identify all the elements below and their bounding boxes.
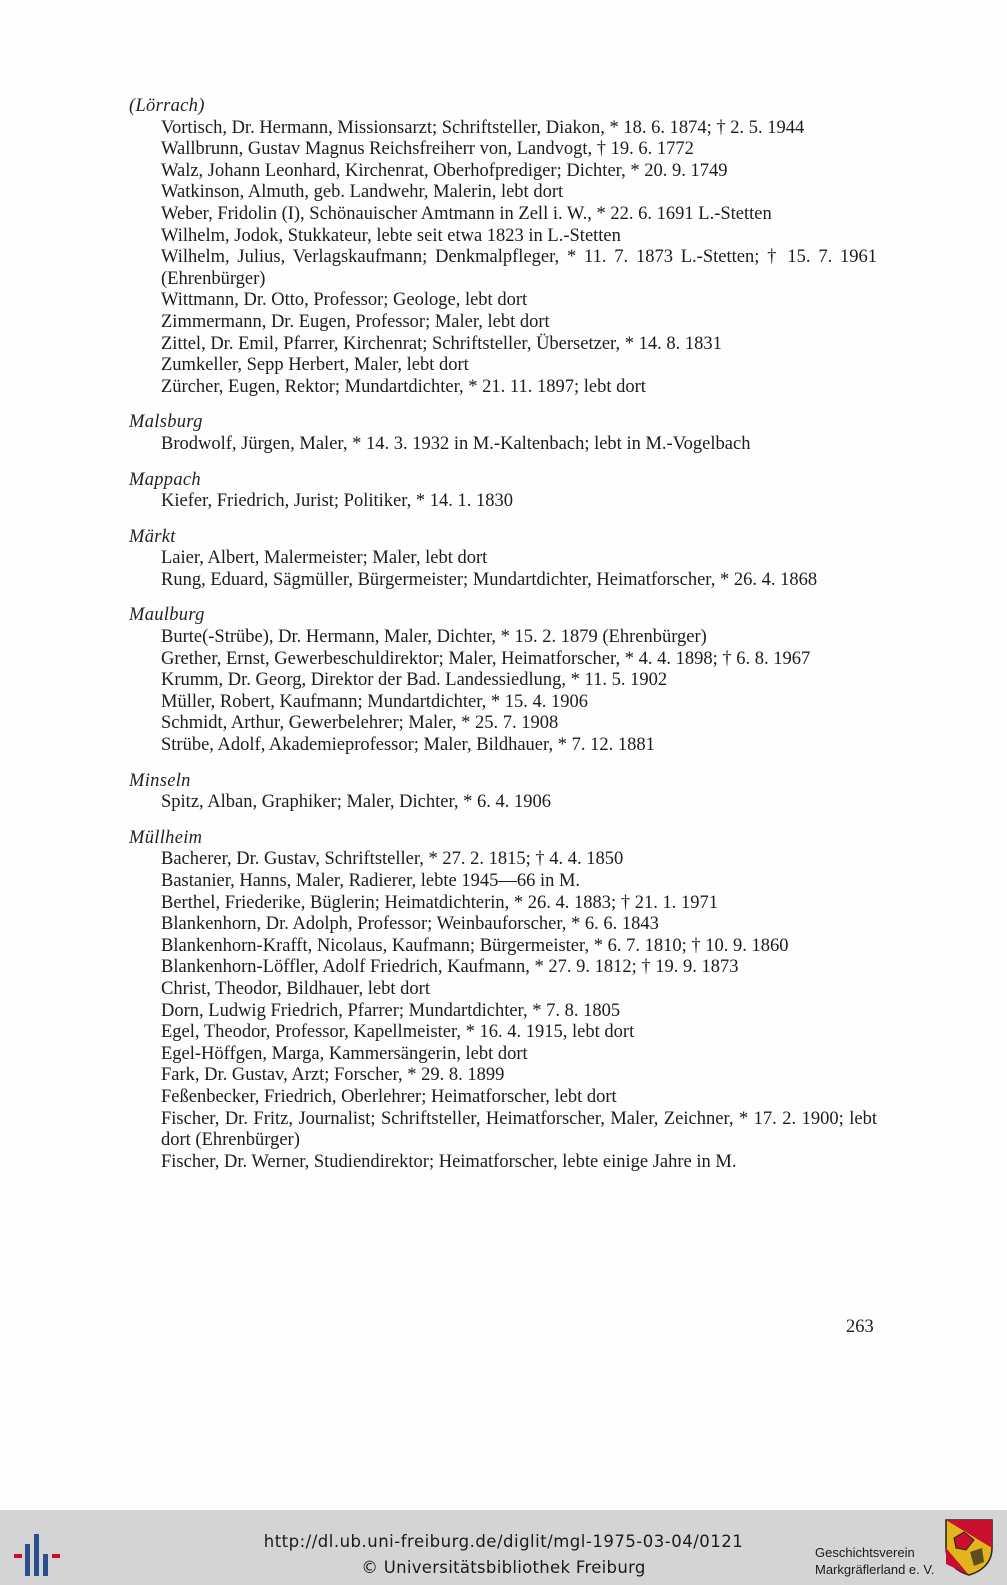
place-section — [129, 96, 877, 398]
register-text — [129, 96, 877, 1173]
register-entry: Berthel, Friederike, Büglerin; Heimatdichterin, * 26. 4. 1883; † 21. 1. 1971 — [161, 892, 718, 913]
register-entry: Brodwolf, Jürgen, Maler, * 14. 3. 1932 in M.-Kaltenbach; lebt in M.-Vogelbach — [161, 433, 751, 454]
place-heading: Müllheim — [129, 827, 203, 848]
society-name — [815, 1544, 934, 1578]
section-gap — [129, 398, 877, 412]
register-entry: Grether, Ernst, Gewerbeschuldirektor; Maler, Heimatforscher, * 4. 4. 1898; † 6. 8. 1967 — [161, 648, 811, 669]
register-entry: Wallbrunn, Gustav Magnus Reichsfreiherr von, Landvogt, † 19. 6. 1772 — [161, 139, 694, 160]
register-entry: Egel, Theodor, Professor, Kapellmeister, * 16. 4. 1915, lebt dort — [161, 1022, 635, 1043]
section-gap — [129, 456, 877, 470]
register-entry: Bacherer, Dr. Gustav, Schriftsteller, * 27. 2. 1815; † 4. 4. 1850 — [161, 849, 624, 870]
register-entry: Egel-Höffgen, Marga, Kammersängerin, lebt dort — [161, 1043, 528, 1064]
place-section — [129, 412, 877, 455]
place-heading: Mappach — [129, 469, 201, 490]
register-entry: Krumm, Dr. Georg, Direktor der Bad. Landessiedlung, * 11. 5. 1902 — [161, 670, 668, 691]
place-section — [129, 470, 877, 513]
register-entry: Blankenhorn, Dr. Adolph, Professor; Weinbauforscher, * 6. 6. 1843 — [161, 914, 659, 935]
register-entry: Müller, Robert, Kaufmann; Mundartdichter, * 15. 4. 1906 — [161, 691, 589, 712]
section-gap — [129, 814, 877, 828]
place-section — [129, 771, 877, 814]
register-entry: Feßenbecker, Friedrich, Oberlehrer; Heimatforscher, lebt dort — [161, 1086, 617, 1107]
society-line-2: Markgräflerland e. V. — [815, 1562, 935, 1577]
place-heading: Märkt — [129, 526, 176, 547]
register-entry: Burte(-Strübe), Dr. Hermann, Maler, Dichter, * 15. 2. 1879 (Ehrenbürger) — [161, 627, 707, 648]
place-heading: Maulburg — [129, 605, 205, 626]
register-entry: Zumkeller, Sepp Herbert, Maler, lebt dort — [161, 355, 469, 376]
society-line-1: Geschichtsverein — [815, 1545, 915, 1560]
register-entry: Bastanier, Hanns, Maler, Radierer, lebte 1945—66 in M. — [161, 871, 581, 891]
register-entry: Fark, Dr. Gustav, Arzt; Forscher, * 29. 8. 1899 — [161, 1065, 505, 1086]
register-entry: Fischer, Dr. Werner, Studiendirektor; Heimatforscher, lebte einige Jahre in M. — [161, 1151, 737, 1172]
copyright-text: © Universitätsbibliothek Freiburg — [361, 1558, 646, 1577]
section-gap — [129, 513, 877, 527]
register-entry: Fischer, Dr. Fritz, Journalist; Schriftsteller, Heimatforscher, Maler, Zeichner, * 17. 2. 1900; lebt dort (Ehrenbürger) — [161, 1108, 877, 1151]
footer-bar — [0, 1510, 1007, 1585]
place-heading: Malsburg — [129, 412, 203, 433]
register-entry: Zürcher, Eugen, Rektor; Mundartdichter, * 21. 11. 1897; lebt dort — [161, 376, 646, 397]
register-entry: Zittel, Dr. Emil, Pfarrer, Kirchenrat; Schriftsteller, Übersetzer, * 14. 8. 1831 — [161, 333, 722, 354]
section-gap — [129, 757, 877, 771]
page-number: 263 — [846, 1317, 874, 1337]
register-entry: Zimmermann, Dr. Eugen, Professor; Maler, lebt dort — [161, 311, 550, 332]
section-gap — [129, 591, 877, 605]
register-entry: Watkinson, Almuth, geb. Landwehr, Malerin, lebt dort — [161, 182, 564, 203]
register-entry: Walz, Johann Leonhard, Kirchenrat, Oberhofprediger; Dichter, * 20. 9. 1749 — [161, 160, 728, 181]
register-entry: Laier, Albert, Malermeister; Maler, lebt dort — [161, 548, 488, 569]
register-entry: Vortisch, Dr. Hermann, Missionsarzt; Schriftsteller, Diakon, * 18. 6. 1874; † 2. 5. 1944 — [161, 117, 805, 138]
register-entry: Blankenhorn-Krafft, Nicolaus, Kaufmann; Bürgermeister, * 6. 7. 1810; † 10. 9. 1860 — [161, 935, 789, 956]
register-entry: Strübe, Adolf, Akademieprofessor; Maler, Bildhauer, * 7. 12. 1881 — [161, 735, 655, 756]
place-section — [129, 605, 877, 756]
place-heading: (Lörrach) — [129, 96, 205, 116]
register-entry: Spitz, Alban, Graphiker; Maler, Dichter, * 6. 4. 1906 — [161, 792, 552, 813]
register-entry: Dorn, Ludwig Friedrich, Pfarrer; Mundartdichter, * 7. 8. 1805 — [161, 1000, 621, 1021]
place-section — [129, 828, 877, 1174]
source-url[interactable]: http://dl.ub.uni-freiburg.de/diglit/mgl-1975-03-04/0121 — [263, 1532, 744, 1551]
register-entry: Rung, Eduard, Sägmüller, Bürgermeister; Mundartdichter, Heimatforscher, * 26. 4. 1868 — [161, 569, 818, 590]
register-entry: Blankenhorn-Löffler, Adolf Friedrich, Kaufmann, * 27. 9. 1812; † 19. 9. 1873 — [161, 957, 739, 978]
register-entry: Schmidt, Arthur, Gewerbelehrer; Maler, * 25. 7. 1908 — [161, 713, 559, 734]
place-section — [129, 527, 877, 592]
place-heading: Minseln — [129, 770, 191, 791]
register-entry: Kiefer, Friedrich, Jurist; Politiker, * 14. 1. 1830 — [161, 491, 514, 512]
register-entry: Wittmann, Dr. Otto, Professor; Geologe, lebt dort — [161, 290, 528, 311]
coat-of-arms-icon — [944, 1518, 994, 1576]
register-entry: Weber, Fridolin (I), Schönauischer Amtmann in Zell i. W., * 22. 6. 1691 L.-Stetten — [161, 203, 772, 224]
register-entry: Wilhelm, Jodok, Stukkateur, lebte seit etwa 1823 in L.-Stetten — [161, 225, 621, 246]
register-entry: Christ, Theodor, Bildhauer, lebt dort — [161, 978, 430, 999]
register-entry: Wilhelm, Julius, Verlagskaufmann; Denkmalpfleger, * 11. 7. 1873 L.-Stetten; † 15. 7. 1961 (Ehrenbürger) — [161, 247, 877, 289]
